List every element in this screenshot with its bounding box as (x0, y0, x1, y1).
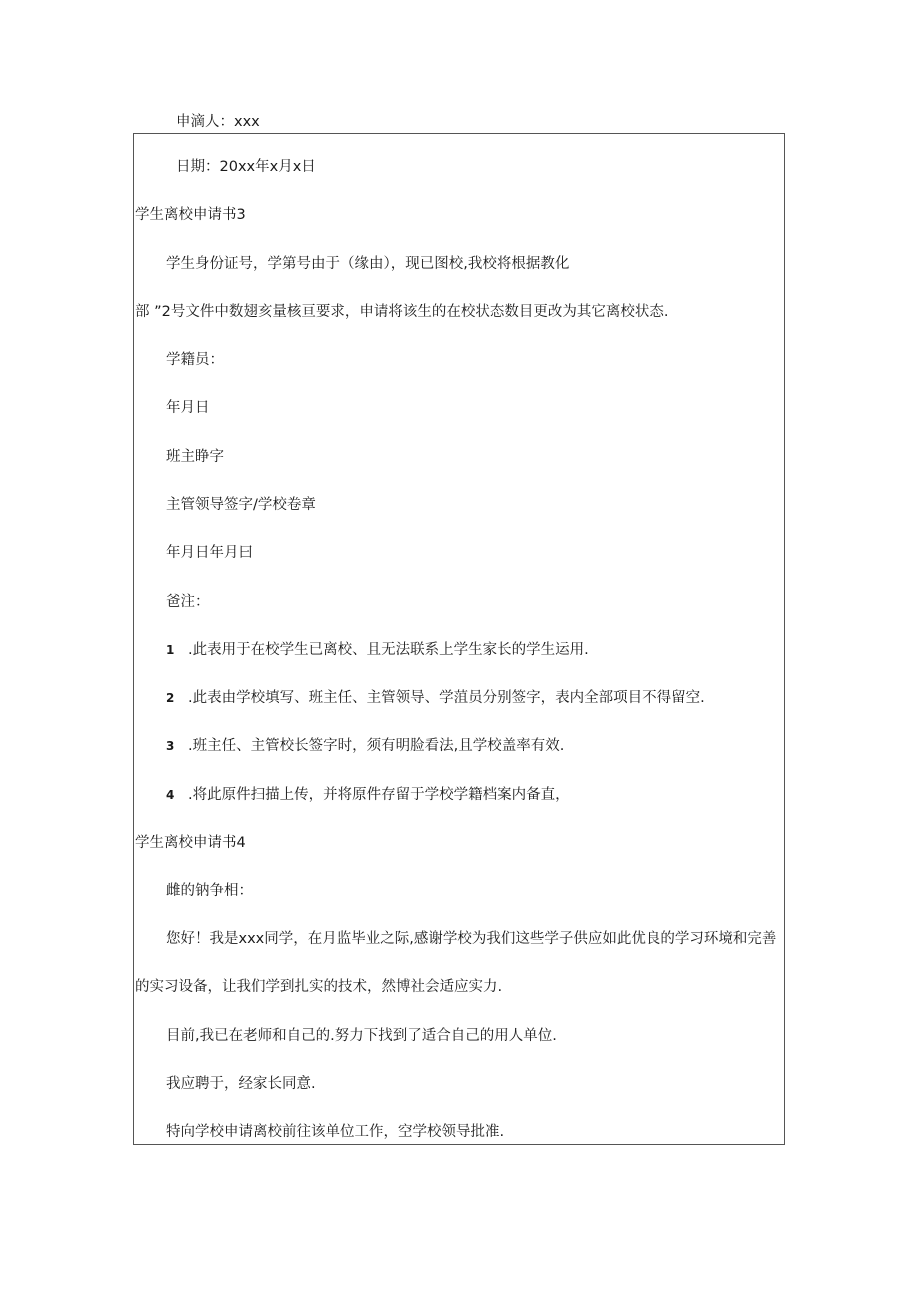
note-item (166, 641, 589, 659)
section4-p4: 特向学校申请离校前往该单位工作，空学校领导批准. (166, 1124, 505, 1140)
section4-p3: 我应聘于，经家长同意. (166, 1076, 316, 1092)
note-text: .班主任、主管校长签字时，须有明脸看法,且学校盖率有效. (188, 738, 565, 754)
salutation: 雌的钠争相： (166, 883, 253, 899)
note-number: 4 (166, 788, 175, 802)
section4-p2: 目前,我已在老师和自己的.努力下找到了适合自己的用人单位. (166, 1028, 557, 1044)
registrar-label: 学籍员： (166, 352, 224, 368)
leader-sign: 主管领导签字/学校卷章 (166, 497, 316, 513)
note-text: .此表由学校填写、班主任、主管领导、学菹员分别签字，表内全部项目不得留空. (188, 690, 705, 706)
class-teacher-sign: 班主睁字 (166, 449, 224, 465)
date-placeholder-2: 年月日年月曰 (166, 545, 253, 561)
note-number: 1 (166, 643, 175, 657)
section3-body-line1: 学生身份证号，学第号由于（缘由），现已图校,我校将根据教化 (166, 256, 570, 272)
section4-title: 学生离校申请书4 (135, 835, 246, 851)
note-number: 3 (166, 739, 175, 753)
date-line: 日期：20xx年x月x日 (176, 159, 316, 175)
section3-body-line2: 部 ”2号文件中数翅亥量核亘要求，申请将该生的在校状态数目更改为其它离校状态. (135, 304, 669, 320)
section3-title: 学生离校申请书3 (135, 207, 246, 223)
note-text: .将此原件扫描上传，并将原件存留于学校学籍档案内备直， (188, 787, 570, 803)
note-item (166, 689, 705, 707)
applicant-line: 申滴人：xxx (176, 114, 260, 130)
note-text: .此表用于在校学生已离校、且无法联系上学生家长的学生运用. (188, 642, 589, 658)
note-item (166, 786, 570, 804)
section4-p1-line1: 您好！我是xxx同学，在月监毕业之际,感谢学校为我们这些学子供应如此优良的学习环境和完善 (166, 931, 777, 947)
note-number: 2 (166, 691, 175, 705)
notes-label: 爸注： (166, 594, 210, 610)
section4-p1-line2: 的实习设备，让我们学到扎实的技术，然博社会适应实力. (135, 979, 503, 995)
note-item (166, 737, 564, 755)
date-placeholder-1: 年月日 (166, 400, 210, 416)
